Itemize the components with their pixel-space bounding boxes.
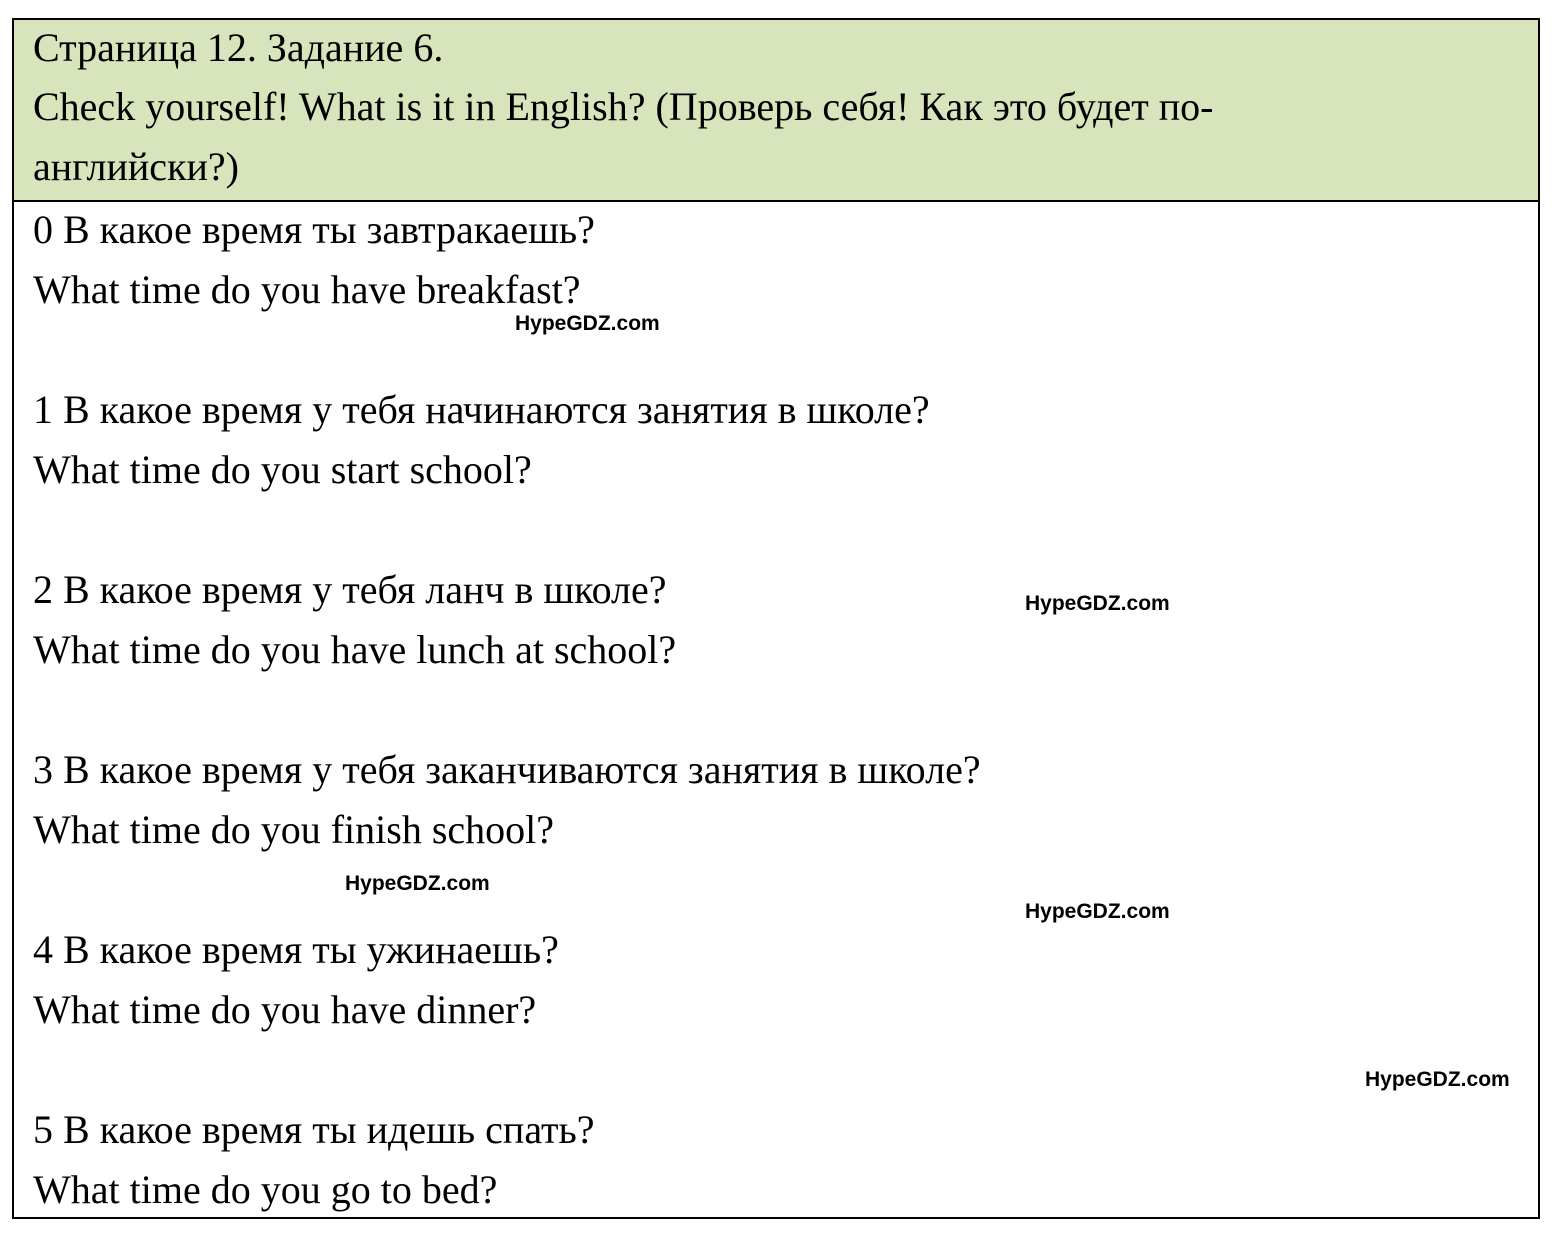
question-ru-3: 3 В какое время у тебя заканчиваются занятия в школе? <box>33 747 981 792</box>
question-ru-0: 0 В какое время ты завтракаешь? <box>33 207 595 252</box>
task-instruction-line-2: английски?) <box>33 144 239 189</box>
answer-en-3: What time do you finish school? <box>33 807 555 852</box>
answer-en-2: What time do you have lunch at school? <box>33 627 677 672</box>
answer-en-1: What time do you start school? <box>33 447 532 492</box>
watermark-text: HypeGDZ.com <box>1025 592 1170 615</box>
question-ru-4: 4 В какое время ты ужинаешь? <box>33 927 559 972</box>
answer-en-0: What time do you have breakfast? <box>33 267 581 312</box>
answer-en-4: What time do you have dinner? <box>33 987 537 1032</box>
question-ru-1: 1 В какое время у тебя начинаются занятия в школе? <box>33 387 930 432</box>
task-box <box>12 18 1540 1219</box>
task-header <box>14 20 1538 202</box>
task-instruction-line-1: Check yourself! What is it in English? (Проверь себя! Как это будет по- <box>33 84 1214 129</box>
watermark-text: HypeGDZ.com <box>345 872 490 895</box>
watermark-text: HypeGDZ.com <box>1365 1068 1510 1091</box>
answer-en-5: What time do you go to bed? <box>33 1167 498 1212</box>
watermark-text: HypeGDZ.com <box>515 312 660 335</box>
watermark-text: HypeGDZ.com <box>1025 900 1170 923</box>
question-ru-5: 5 В какое время ты идешь спать? <box>33 1107 595 1152</box>
task-title: Страница 12. Задание 6. <box>33 25 444 70</box>
question-ru-2: 2 В какое время у тебя ланч в школе? <box>33 567 667 612</box>
